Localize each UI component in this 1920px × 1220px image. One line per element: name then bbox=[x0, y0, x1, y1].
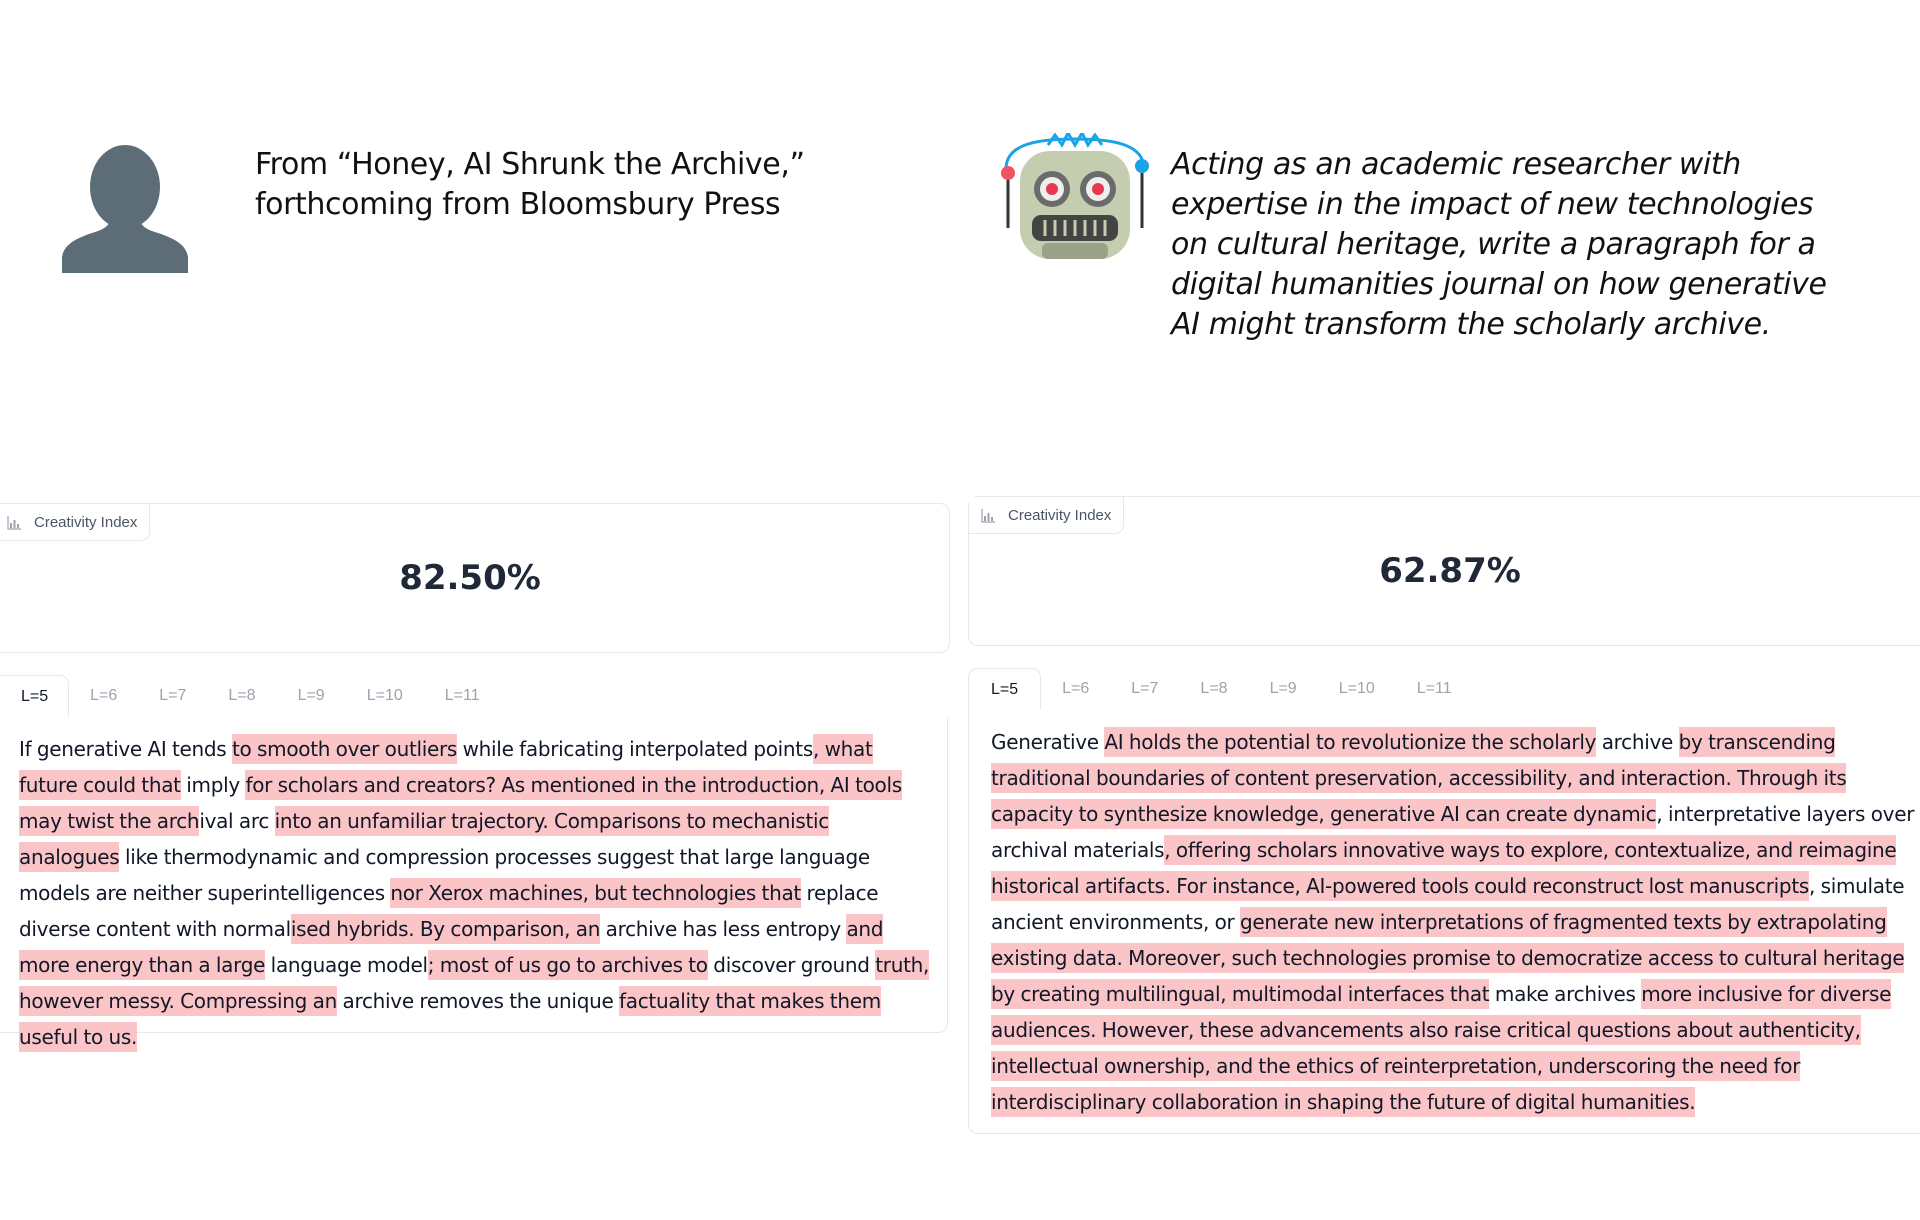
text-span: archive bbox=[1596, 730, 1679, 754]
ngram-length-tabs-right bbox=[968, 666, 1920, 711]
tab-l5[interactable]: L=5 bbox=[0, 675, 69, 719]
tab-l5[interactable]: L=5 bbox=[968, 668, 1041, 712]
text-span: archive removes the unique bbox=[336, 989, 620, 1013]
source-caption: From “Honey, AI Shrunk the Archive,” forthcoming from Bloomsbury Press bbox=[255, 147, 805, 222]
matched-span: truth, however messy. Compressing an bbox=[19, 950, 929, 1016]
bar-chart-icon bbox=[7, 515, 22, 530]
person-silhouette-icon bbox=[62, 145, 188, 273]
matched-span: by transcending traditional boundaries of content preservation, accessibility, and interaction. Through its capacity to synthesize knowledge, generative AI can create dynamic bbox=[991, 727, 1846, 829]
highlighted-paragraph bbox=[991, 724, 1920, 1120]
ngram-length-tabs-left bbox=[0, 673, 948, 718]
tab-l9[interactable]: L=9 bbox=[297, 687, 325, 704]
tab-l7[interactable]: L=7 bbox=[159, 687, 187, 704]
tab-l6[interactable]: L=6 bbox=[1062, 680, 1090, 697]
highlighted-text-panel-right bbox=[968, 710, 1920, 1134]
creativity-index-panel-left bbox=[0, 503, 950, 653]
tab-l8[interactable]: L=8 bbox=[228, 687, 256, 704]
text-span: If generative AI tends bbox=[19, 737, 232, 761]
creativity-index-label bbox=[0, 504, 150, 541]
matched-span: , offering scholars innovative ways to explore, contextualize, and reimagine historical artifacts. For instance, AI-powered tools could reconstruct lost manuscripts bbox=[991, 835, 1896, 901]
ai-prompt-caption: Acting as an academic researcher with expertise in the impact of new technologies on cultural heritage, write a paragraph for a digital humanities journal on how generative AI might transform the scholarly archive. bbox=[1171, 147, 1827, 342]
creativity-index-label bbox=[969, 497, 1124, 534]
robot-face-icon bbox=[1000, 133, 1150, 263]
matched-span: ised hybrids. By comparison, an bbox=[291, 914, 600, 944]
text-span: archive has less entropy bbox=[600, 917, 847, 941]
matched-span: more inclusive for diverse audiences. However, these advancements also raise critical questions about authenticity, intellectual ownership, and the ethics of reinterpretation, underscoring the need for interdisciplinary collaboration in shaping the future of digital humanities. bbox=[991, 979, 1891, 1117]
highlighted-paragraph bbox=[19, 731, 931, 1055]
text-span: language model bbox=[265, 953, 428, 977]
creativity-index-value: 62.87% bbox=[1379, 551, 1521, 591]
highlighted-text-panel-left bbox=[0, 717, 948, 1049]
matched-span: factuality that makes them useful to us. bbox=[19, 986, 881, 1052]
tab-l11[interactable]: L=11 bbox=[444, 687, 480, 704]
tab-l9[interactable]: L=9 bbox=[1269, 680, 1297, 697]
matched-span: , what future could that bbox=[19, 734, 873, 800]
matched-span: nor Xerox machines, but technologies that bbox=[390, 878, 801, 908]
matched-span: and more energy than a large bbox=[19, 914, 883, 980]
text-span: like thermodynamic and compression processes suggest that large language models are neither superintelligences bbox=[19, 845, 870, 905]
matched-span: generate new interpretations of fragmented texts by extrapolating existing data. Moreover, such technologies promise to democratize access to cultural heritage by creating multilingual, multimodal interfaces that bbox=[991, 907, 1904, 1009]
text-span: , interpretative layers over archival materials bbox=[991, 802, 1915, 862]
matched-span: ; most of us go to archives to bbox=[428, 950, 708, 980]
matched-span: for scholars and creators? As mentioned in the introduction, AI tools may twist the arch bbox=[19, 770, 902, 836]
creativity-index-value: 82.50% bbox=[399, 558, 541, 598]
tab-l6[interactable]: L=6 bbox=[90, 687, 118, 704]
text-span: make archives bbox=[1489, 982, 1642, 1006]
text-span: ival arc bbox=[199, 809, 275, 833]
tab-l10[interactable]: L=10 bbox=[1338, 680, 1375, 697]
text-span: discover ground bbox=[707, 953, 876, 977]
creativity-index-label-text: Creativity Index bbox=[34, 513, 138, 531]
tab-l7[interactable]: L=7 bbox=[1131, 680, 1159, 697]
matched-span: to smooth over outliers bbox=[232, 734, 457, 764]
text-span: imply bbox=[180, 773, 246, 797]
creativity-index-label-text: Creativity Index bbox=[1008, 506, 1112, 524]
matched-span: into an unfamiliar trajectory. Comparisons to mechanistic analogues bbox=[19, 806, 829, 872]
tab-l8[interactable]: L=8 bbox=[1200, 680, 1228, 697]
text-span: while fabricating interpolated points bbox=[457, 737, 813, 761]
tab-l10[interactable]: L=10 bbox=[366, 687, 403, 704]
text-span: replace diverse content with normal bbox=[19, 881, 879, 941]
tab-l11[interactable]: L=11 bbox=[1416, 680, 1452, 697]
creativity-index-panel-right bbox=[968, 496, 1920, 646]
text-span: Generative bbox=[991, 730, 1105, 754]
bar-chart-icon bbox=[981, 508, 996, 523]
matched-span: AI holds the potential to revolutionize the scholarly bbox=[1104, 727, 1596, 757]
text-span: , simulate ancient environments, or bbox=[991, 874, 1905, 934]
